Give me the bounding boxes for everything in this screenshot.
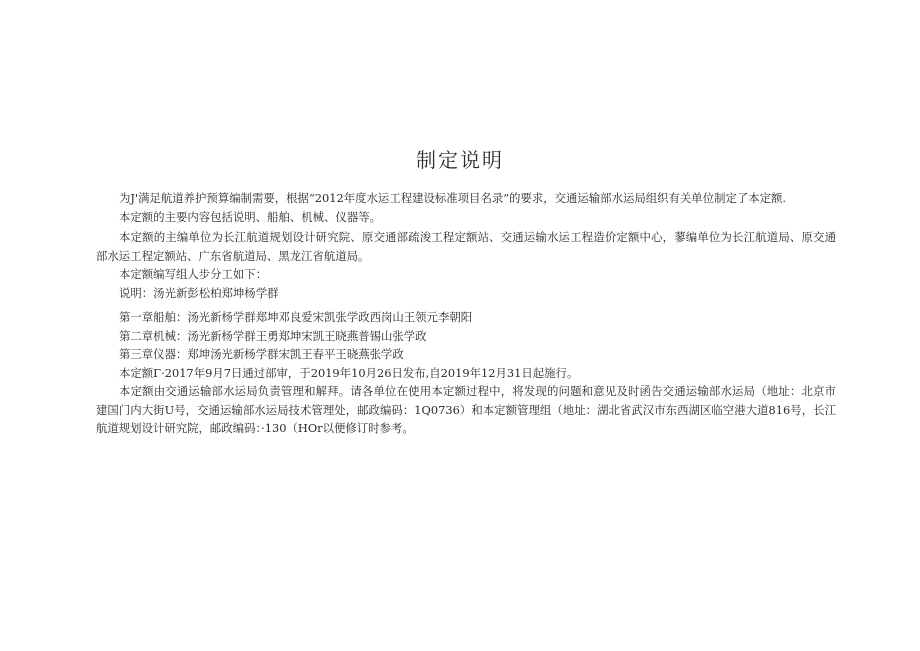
document-title: 制定说明 <box>416 148 504 172</box>
paragraph-staff-chapter-3: 第三章仪器：郑坤汤光新杨学群宋凯王春平王晓燕张学政 <box>119 347 404 361</box>
paragraph-units: 本定额的主编单位为长江航道规划设计研究院、原交通部疏浚工程定额站、交通运输水运工程造价定额中心，蓼编单位为长江航道局、原交通部水运工程定额站、广东省航道局、黑龙江省航道局。 <box>96 230 836 263</box>
paragraph-staff-chapter-1: 第一章船舶：汤光新杨学群郑坤邓良爱宋凯张学政西岗山王领元李朝阳 <box>119 310 473 324</box>
paragraph-contents: 本定额的主要内容包括说明、船舶、机械、仪器等。 <box>119 209 381 224</box>
paragraph-purpose: 为J'满足航道养护预算编制需要，根据“2012年度水运工程建设标准项目名录”的要求，交通运输部水运局组织有关单位制定了本定额. <box>119 191 787 205</box>
paragraph-staff-intro: 本定额编写组人步分工如下： <box>119 267 268 281</box>
paragraph-staff-explanation: 说明：汤光新彭松柏郑坤杨学群 <box>119 285 279 300</box>
paragraph-dates: 本定额Γ·2017年9月7日通过部审，于2019年10月26日发布,自2019年12月31日起施行。 <box>119 365 579 380</box>
paragraph-management: 本定额由交通运输部水运局负责管理和解拜。请各单位在使用本定额过程中，将发现的问题和意见及时函告交通运输部水运局（地址：北京市建国门内大街U号，交通运输部水运局技术管理处，邮政编码：1Q0736）和本定额管理组（地址：湖北省武汉市东西湖区临空港大道816号，长江航道规划设计研究院，邮政编码：·130（HOr以便修订时参考。 <box>96 384 836 435</box>
paragraph-staff-chapter-2: 第二章机械：汤光新杨学群王勇郑坤宋凯王晓燕普锡山张学政 <box>119 328 427 343</box>
document-body <box>96 189 836 438</box>
